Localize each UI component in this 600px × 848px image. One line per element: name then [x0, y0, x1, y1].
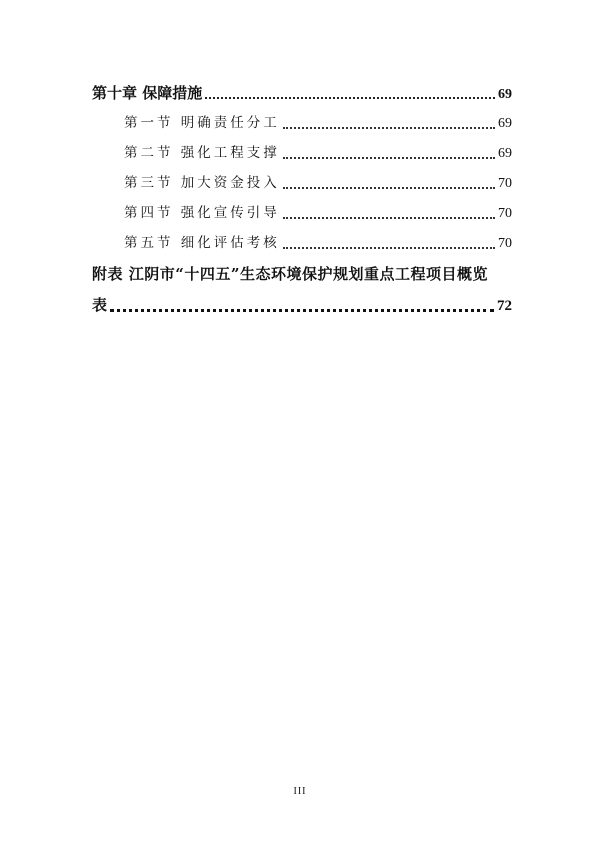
dot-leader — [283, 156, 495, 159]
toc-entry-title-continued: 表 — [92, 296, 108, 314]
toc-entry-section-5[interactable] — [92, 228, 512, 258]
dot-leader — [283, 246, 495, 249]
toc-entry-section-2[interactable] — [92, 138, 512, 168]
toc-entry-title: 第一节 明确责任分工 — [124, 115, 280, 131]
toc-entry-page: 69 — [498, 146, 512, 161]
toc-entry-section-4[interactable] — [92, 198, 512, 228]
page-number: III — [293, 786, 307, 797]
toc-entry-title: 附表 江阴市“十四五”生态环境保护规划重点工程项目概览 — [92, 265, 488, 283]
table-of-contents — [92, 78, 512, 320]
toc-entry-page: 72 — [497, 298, 512, 314]
toc-entry-title: 第三节 加大资金投入 — [124, 175, 280, 191]
toc-entry-title: 第四节 强化宣传引导 — [124, 205, 280, 221]
toc-entry-appendix[interactable] — [92, 258, 512, 320]
dot-leader — [110, 308, 494, 312]
toc-entry-chapter-10[interactable] — [92, 78, 512, 108]
toc-entry-title: 第五节 细化评估考核 — [124, 235, 280, 251]
toc-entry-page: 70 — [498, 236, 512, 251]
toc-entry-page: 70 — [498, 206, 512, 221]
toc-entry-title: 第十章 保障措施 — [92, 84, 203, 102]
dot-leader — [283, 126, 495, 129]
toc-entry-page: 69 — [498, 116, 512, 131]
dot-leader — [205, 96, 495, 99]
toc-entry-section-3[interactable] — [92, 168, 512, 198]
toc-entry-section-1[interactable] — [92, 108, 512, 138]
dot-leader — [283, 186, 495, 189]
dot-leader — [283, 216, 495, 219]
toc-entry-page: 70 — [498, 176, 512, 191]
toc-entry-page: 69 — [498, 87, 512, 102]
toc-entry-title: 第二节 强化工程支撑 — [124, 145, 280, 161]
